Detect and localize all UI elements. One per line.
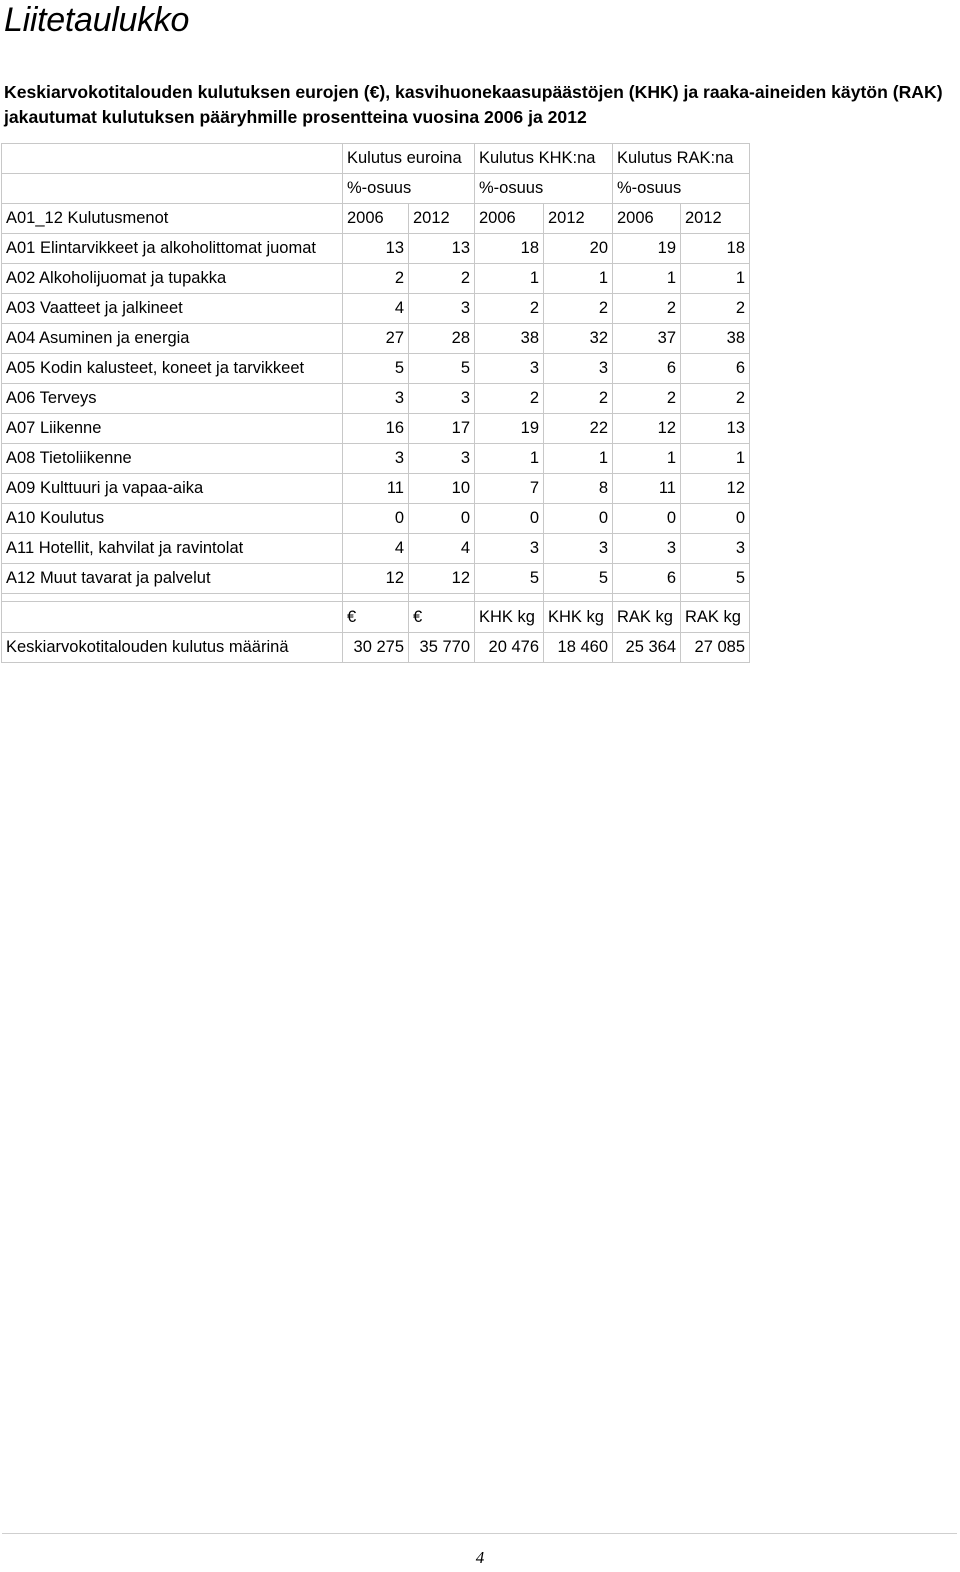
row-value: 28 xyxy=(409,324,475,354)
row-value: 0 xyxy=(681,504,750,534)
row-label: A09 Kulttuuri ja vapaa-aika xyxy=(2,474,343,504)
row-value: 18 xyxy=(475,234,544,264)
year-header: 2012 xyxy=(681,204,750,234)
row-value: 27 xyxy=(343,324,409,354)
row-value: 4 xyxy=(409,534,475,564)
row-value: 3 xyxy=(475,534,544,564)
spacer-cell xyxy=(343,594,409,602)
table-row xyxy=(2,384,750,414)
row-value: 5 xyxy=(544,564,613,594)
row-value: 0 xyxy=(343,504,409,534)
row-value: 3 xyxy=(409,294,475,324)
row-label: A07 Liikenne xyxy=(2,414,343,444)
row-value: 13 xyxy=(681,414,750,444)
group-header: Kulutus KHK:na xyxy=(475,144,613,174)
table-row xyxy=(2,324,750,354)
row-value: 38 xyxy=(475,324,544,354)
table-row xyxy=(2,264,750,294)
row-value: 12 xyxy=(681,474,750,504)
unit-label: KHK kg xyxy=(475,602,544,633)
year-header: 2006 xyxy=(343,204,409,234)
year-header: 2012 xyxy=(544,204,613,234)
group-header: Kulutus RAK:na xyxy=(613,144,750,174)
spacer-cell xyxy=(613,594,681,602)
row-value: 1 xyxy=(681,444,750,474)
row-value: 1 xyxy=(544,264,613,294)
year-header: 2006 xyxy=(613,204,681,234)
row-value: 2 xyxy=(544,294,613,324)
row-value: 12 xyxy=(409,564,475,594)
row-label: A05 Kodin kalusteet, koneet ja tarvikkeet xyxy=(2,354,343,384)
row-value: 3 xyxy=(409,384,475,414)
row-value: 0 xyxy=(613,504,681,534)
table-row xyxy=(2,564,750,594)
data-table xyxy=(1,143,750,663)
row-value: 6 xyxy=(613,564,681,594)
table-row xyxy=(2,414,750,444)
row-value: 1 xyxy=(544,444,613,474)
row-value: 1 xyxy=(613,264,681,294)
row-value: 32 xyxy=(544,324,613,354)
units-empty-cell xyxy=(2,602,343,633)
row-value: 3 xyxy=(544,534,613,564)
table-row xyxy=(2,294,750,324)
table-row xyxy=(2,534,750,564)
table-row xyxy=(2,354,750,384)
row-value: 2 xyxy=(475,384,544,414)
row-value: 38 xyxy=(681,324,750,354)
row-value: 3 xyxy=(613,534,681,564)
row-value: 3 xyxy=(343,384,409,414)
row-value: 4 xyxy=(343,534,409,564)
row-value: 0 xyxy=(544,504,613,534)
row-value: 22 xyxy=(544,414,613,444)
table-row xyxy=(2,234,750,264)
row-value: 6 xyxy=(613,354,681,384)
row-value: 5 xyxy=(343,354,409,384)
unit-label: € xyxy=(343,602,409,633)
spacer-cell xyxy=(409,594,475,602)
row-value: 12 xyxy=(613,414,681,444)
row-value: 5 xyxy=(409,354,475,384)
header-row-shares xyxy=(2,174,750,204)
row-value: 5 xyxy=(475,564,544,594)
row-value: 3 xyxy=(544,354,613,384)
row-value: 3 xyxy=(409,444,475,474)
row-value: 2 xyxy=(681,384,750,414)
unit-label: € xyxy=(409,602,475,633)
year-row-label: A01_12 Kulutusmenot xyxy=(2,204,343,234)
row-label: A02 Alkoholijuomat ja tupakka xyxy=(2,264,343,294)
totals-row xyxy=(2,633,750,663)
unit-label: RAK kg xyxy=(681,602,750,633)
row-value: 1 xyxy=(613,444,681,474)
row-value: 11 xyxy=(613,474,681,504)
row-value: 2 xyxy=(613,294,681,324)
row-value: 3 xyxy=(475,354,544,384)
row-value: 0 xyxy=(475,504,544,534)
table-row xyxy=(2,444,750,474)
row-value: 19 xyxy=(613,234,681,264)
table-row xyxy=(2,474,750,504)
year-header: 2006 xyxy=(475,204,544,234)
row-label: A03 Vaatteet ja jalkineet xyxy=(2,294,343,324)
spacer-cell xyxy=(544,594,613,602)
header-empty-cell xyxy=(2,174,343,204)
totals-value: 30 275 xyxy=(343,633,409,663)
row-value: 2 xyxy=(343,264,409,294)
row-label: A12 Muut tavarat ja palvelut xyxy=(2,564,343,594)
row-value: 20 xyxy=(544,234,613,264)
share-label: %-osuus xyxy=(613,174,750,204)
unit-label: KHK kg xyxy=(544,602,613,633)
row-label: A06 Terveys xyxy=(2,384,343,414)
row-value: 2 xyxy=(681,294,750,324)
page-number: 4 xyxy=(475,1548,485,1567)
row-value: 10 xyxy=(409,474,475,504)
row-value: 2 xyxy=(544,384,613,414)
totals-value: 25 364 xyxy=(613,633,681,663)
unit-label: RAK kg xyxy=(613,602,681,633)
totals-label: Keskiarvokotitalouden kulutus määrinä xyxy=(2,633,343,663)
row-value: 1 xyxy=(475,444,544,474)
row-label: A11 Hotellit, kahvilat ja ravintolat xyxy=(2,534,343,564)
row-label: A01 Elintarvikkeet ja alkoholittomat juomat xyxy=(2,234,343,264)
totals-value: 18 460 xyxy=(544,633,613,663)
table-caption: Keskiarvokotitalouden kulutuksen eurojen (€), kasvihuonekaasupäästöjen (KHK) ja raaka-aineiden käytön (RAK) jakautumat kulutuksen pääryhmille prosentteina vuosina 2006 ja 2012 xyxy=(4,82,943,127)
share-label: %-osuus xyxy=(475,174,613,204)
table-row xyxy=(2,504,750,534)
row-value: 5 xyxy=(681,564,750,594)
row-value: 2 xyxy=(613,384,681,414)
row-value: 16 xyxy=(343,414,409,444)
row-value: 8 xyxy=(544,474,613,504)
share-label: %-osuus xyxy=(343,174,475,204)
row-value: 13 xyxy=(409,234,475,264)
row-label: A08 Tietoliikenne xyxy=(2,444,343,474)
header-row-years xyxy=(2,204,750,234)
spacer-cell xyxy=(475,594,544,602)
row-value: 7 xyxy=(475,474,544,504)
row-value: 19 xyxy=(475,414,544,444)
spacer-row xyxy=(2,594,750,602)
row-value: 1 xyxy=(681,264,750,294)
row-value: 6 xyxy=(681,354,750,384)
spacer-cell xyxy=(681,594,750,602)
row-label: A04 Asuminen ja energia xyxy=(2,324,343,354)
row-value: 13 xyxy=(343,234,409,264)
header-empty-cell xyxy=(2,144,343,174)
totals-value: 20 476 xyxy=(475,633,544,663)
row-value: 0 xyxy=(409,504,475,534)
row-value: 1 xyxy=(475,264,544,294)
row-value: 18 xyxy=(681,234,750,264)
table-body xyxy=(2,144,750,663)
row-value: 4 xyxy=(343,294,409,324)
group-header: Kulutus euroina xyxy=(343,144,475,174)
row-value: 37 xyxy=(613,324,681,354)
row-value: 12 xyxy=(343,564,409,594)
row-value: 17 xyxy=(409,414,475,444)
totals-value: 27 085 xyxy=(681,633,750,663)
footer-divider xyxy=(2,1533,957,1534)
row-value: 11 xyxy=(343,474,409,504)
row-label: A10 Koulutus xyxy=(2,504,343,534)
page-title: Liitetaulukko xyxy=(4,1,190,39)
row-value: 2 xyxy=(475,294,544,324)
header-row-groups xyxy=(2,144,750,174)
row-value: 3 xyxy=(681,534,750,564)
spacer-cell xyxy=(2,594,343,602)
units-row xyxy=(2,602,750,633)
totals-value: 35 770 xyxy=(409,633,475,663)
year-header: 2012 xyxy=(409,204,475,234)
row-value: 3 xyxy=(343,444,409,474)
row-value: 2 xyxy=(409,264,475,294)
